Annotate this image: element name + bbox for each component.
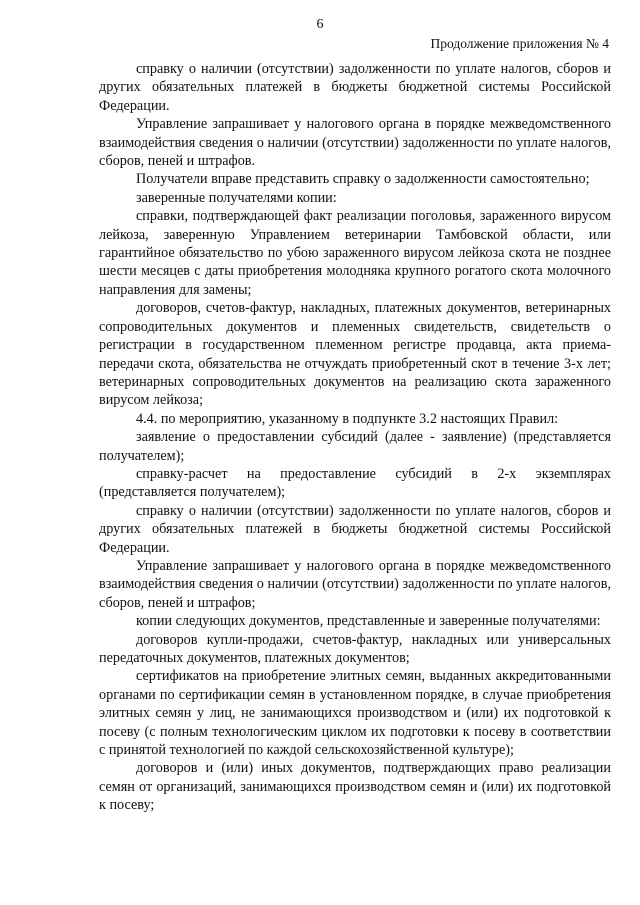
paragraph: сертификатов на приобретение элитных семян, выданных аккредитованными органами по сертификации семян в установленном порядке, в случае приобретения элитных семян у лиц, не занимающихся производством и (или) их подготовкой к посеву (с полным технологическим циклом их подготовки к посеву в соответствии с принятой технологией по каждой сельскохозяйственной культуре); <box>99 668 611 759</box>
page-number: 6 <box>316 17 324 32</box>
paragraph: Управление запрашивает у налогового органа в порядке межведомственного взаимодействия сведения о наличии (отсутствии) задолженности по уплате налогов, сборов, пеней и штрафов. <box>99 116 611 170</box>
appendix-continuation-header: Продолжение приложения № 4 <box>430 36 609 51</box>
paragraph: копии следующих документов, представленные и заверенные получателями: <box>136 613 601 630</box>
paragraph: договоров, счетов-фактур, накладных, платежных документов, ветеринарных сопроводительных документов и племенных свидетельств, свидетельств о регистрации в государственном племенном регистре продавца, акта приема-передачи скота, обязательства не отчуждать приобретенный скот в течение 3-х лет; ветеринарных сопроводительных документов на реализацию скота зараженного вирусом лейкоза; <box>99 300 611 409</box>
paragraph: договоров купли-продажи, счетов-фактур, накладных или универсальных передаточных документов, платежных документов; <box>99 631 611 666</box>
paragraph: справку о наличии (отсутствии) задолженности по уплате налогов, сборов и других обязательных платежей в бюджеты бюджетной системы Российской Федерации. <box>99 61 611 114</box>
paragraph: договоров и (или) иных документов, подтверждающих право реализации семян от организаций, занимающихся производством семян и (или) их подготовкой к посеву; <box>99 760 611 814</box>
paragraph: Управление запрашивает у налогового органа в порядке межведомственного взаимодействия сведения о наличии (отсутствии) задолженности по уплате налогов, сборов, пеней и штрафов; <box>99 557 611 611</box>
document-body <box>99 60 611 815</box>
paragraph: заверенные получателями копии: <box>136 189 337 206</box>
paragraph: справку-расчет на предоставление субсидий в 2-х экземплярах (представляется получателем); <box>99 465 611 501</box>
paragraph: заявление о предоставлении субсидий (далее - заявление) (представляется получателем); <box>99 429 611 464</box>
section-heading-4-4: 4.4. по мероприятию, указанному в подпункте 3.2 настоящих Правил: <box>136 410 559 427</box>
paragraph: Получатели вправе представить справку о задолженности самостоятельно; <box>136 171 590 188</box>
paragraph: справку о наличии (отсутствии) задолженности по уплате налогов, сборов и других обязательных платежей в бюджеты бюджетной системы Российской Федерации. <box>99 502 611 556</box>
paragraph: справки, подтверждающей факт реализации поголовья, зараженного вирусом лейкоза, заверенную Управлением ветеринарии Тамбовской области, или гарантийное обязательство по убою зараженного вирусом лейкоза скота не позднее шести месяцев с даты приобретения молодняка крупного рогатого скота молочного направления для замены; <box>99 208 611 298</box>
